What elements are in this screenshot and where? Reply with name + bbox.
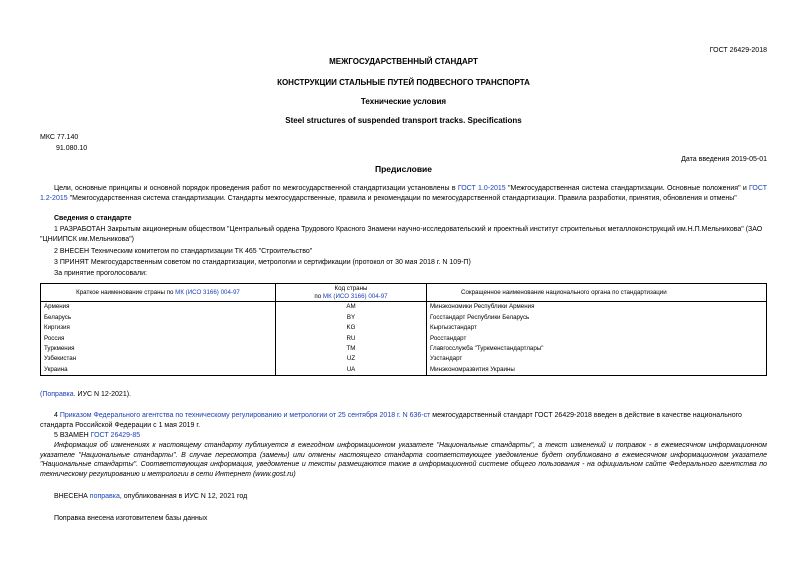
authority-cell: Минэкономики Республики Армения <box>427 302 767 313</box>
table-header-row <box>41 284 767 302</box>
authority-cell: Росстандарт <box>427 333 767 343</box>
code-header-prefix: по <box>314 292 323 300</box>
country-cell: Украина <box>41 364 276 375</box>
foreword-heading: Предисловие <box>374 164 433 174</box>
authority-header: Сокращенное наименование национального органа по стандартизации <box>427 284 767 302</box>
authority-cell: Узстандарт <box>427 354 767 364</box>
order-link[interactable]: Приказом Федерального агентства по техническому регулированию и метрологии от 25 сентября 2018 г. N 636-ст <box>59 412 431 419</box>
item-adopted: 3 ПРИНЯТ Межгосударственным советом по стандартизации, метрологии и сертификации (протокол от 30 мая 2018 г. N 109-П) <box>54 259 471 266</box>
foreword-text-3: "Межгосударственная система стандартизации. Стандарты межгосударственные, правила и рекомендации по межгосударственной стандартизации. Правила разработки, принятия, обновления и отмены" <box>67 194 737 202</box>
mk-iso-link[interactable]: МК (ИСО 3166) 004-97 <box>175 288 240 296</box>
code-cell: UZ <box>276 354 427 364</box>
item4-text: межгосударственный стандарт ГОСТ 26429-2018 введен в действие в качестве национального стандарта Российской Федерации с 1 мая 2019 г. <box>40 412 742 429</box>
country-cell: Беларусь <box>41 312 276 322</box>
item4-prefix: 4 <box>54 412 60 419</box>
amendment-link-2[interactable]: поправка <box>89 493 120 500</box>
country-cell: Армения <box>41 302 276 313</box>
info-heading: Сведения о стандарте <box>54 215 132 222</box>
item-enacted <box>40 411 767 430</box>
item5-prefix: 5 ВЗАМЕН <box>54 432 91 439</box>
document-subtitle: Технические условия <box>360 97 447 106</box>
table-row <box>41 302 767 313</box>
foreword-paragraph <box>40 184 767 203</box>
country-name-header <box>41 284 276 302</box>
table-row <box>41 333 767 343</box>
country-code-header <box>276 284 427 302</box>
foreword-text-2: "Межгосударственная система стандартизации. Основные положения" и <box>505 185 750 192</box>
code-cell: TM <box>276 344 427 354</box>
country-cell: Киргизия <box>41 323 276 333</box>
countries-table <box>40 283 767 376</box>
table-row <box>41 364 767 375</box>
doc-id: ГОСТ 26429-2018 <box>709 47 767 54</box>
authority-cell: Минэкономразвития Украины <box>427 364 767 375</box>
item-developed: 1 РАЗРАБОТАН Закрытым акционерным обществом "Центральный ордена Трудового Красного Знамени научно-исследовательский и проектный институт строительных металлоконструкций им.Н.П.Мельникова" (ЗАО "ЦНИИПСК им.Мельникова") <box>40 226 763 243</box>
document-title: КОНСТРУКЦИИ СТАЛЬНЫЕ ПУТЕЙ ПОДВЕСНОГО ТРАНСПОРТА <box>277 78 530 87</box>
introduced-amendment <box>40 492 767 502</box>
correction-note: Поправка внесена изготовителем базы данных <box>54 515 208 522</box>
authority-cell: Главгосслужба "Туркменстандартлары" <box>427 344 767 354</box>
introduced-prefix: ВНЕСЕНА <box>54 493 90 500</box>
authority-cell: Госстандарт Республики Беларусь <box>427 312 767 322</box>
code-header-text: Код страны <box>334 284 368 292</box>
country-header-text: Краткое наименование страны по <box>76 288 176 296</box>
gost-1-0-link[interactable]: ГОСТ 1.0-2015 <box>457 185 506 192</box>
mk-iso-link-2[interactable]: МК (ИСО 3166) 004-97 <box>322 292 388 300</box>
code-cell: UA <box>276 364 427 375</box>
foreword-text-1: Цели, основные принципы и основной порядок проведения работ по межгосударственной стандартизации установлены в <box>54 185 458 192</box>
country-cell: Туркмения <box>41 344 276 354</box>
mks-code: МКС 77.140 <box>40 134 79 141</box>
table-row <box>41 323 767 333</box>
amendment-note <box>40 390 767 400</box>
amendment-text: ИУС N 12-2021). <box>75 391 131 398</box>
introduced-text: , опубликованная в ИУС N 12, 2021 год <box>119 493 248 500</box>
info-notice: Информация об изменениях к настоящему стандарту публикуется в ежегодном информационном указателе "Национальные стандарты", а текст изменений и поправок - в ежемесячном информационном указателе "Национальные стандарты". В случае пересмотра (замены) или отмены настоящего стандарта соответствующее уведомление будет опубликовано в ежемесячном информационном указателе "Национальные стандарты". Соответствующая информация, уведомление и тексты размещаются также в информационной системе общего пользования - на официальном сайте Федерального агентства по техническому регулированию и метрологии в сети Интернет (www.gost.ru) <box>40 442 767 478</box>
mks-code-secondary: 91.080.10 <box>56 145 88 152</box>
country-cell: Узбекистан <box>41 354 276 364</box>
gost-26429-85-link[interactable]: ГОСТ 26429-85 <box>90 432 141 439</box>
gost-1-2-link[interactable]: ГОСТ 1.2-2015 <box>40 185 767 202</box>
code-cell: BY <box>276 312 427 322</box>
table-row <box>41 344 767 354</box>
standard-type: МЕЖГОСУДАРСТВЕННЫЙ СТАНДАРТ <box>329 57 478 66</box>
table-row <box>41 312 767 322</box>
code-cell: RU <box>276 333 427 343</box>
item-replaces <box>40 431 767 441</box>
amendment-link[interactable]: (Поправка. <box>40 391 76 398</box>
code-cell: KG <box>276 323 427 333</box>
code-cell: AM <box>276 302 427 313</box>
item-submitted: 2 ВНЕСЕН Техническим комитетом по стандартизации ТК 465 "Строительство" <box>54 248 313 255</box>
table-row <box>41 354 767 364</box>
introduction-date: Дата введения 2019-05-01 <box>681 156 767 163</box>
document-title-english: Steel structures of suspended transport tracks. Specifications <box>285 116 522 125</box>
voted-label: За принятие проголосовали: <box>54 270 147 277</box>
authority-cell: Кыргызстандарт <box>427 323 767 333</box>
country-cell: Россия <box>41 333 276 343</box>
